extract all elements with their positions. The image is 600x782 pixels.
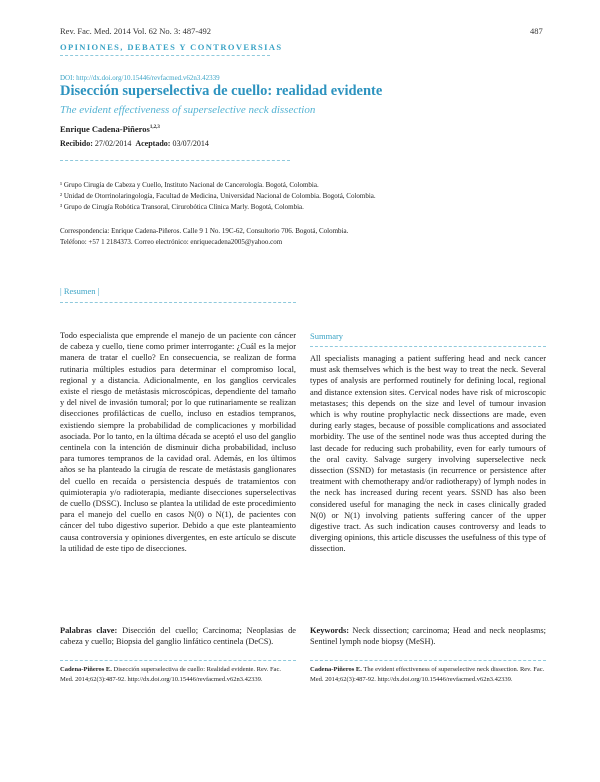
keywords-en (310, 625, 546, 647)
keywords-en-text: Neck dissection; carcinoma; Head and neck neoplasms; Sentinel lymph node biopsy (MeSH). (310, 626, 546, 647)
accepted-date: 03/07/2014 (172, 139, 209, 148)
correspondence-line-1: Correspondencia: Enrique Cadena-Piñeros. Calle 9 1 No. 19C-62, Consultorio 706. Bogotá, Colombia. (60, 227, 349, 235)
affiliation-2: ² Unidad de Otorrinolaringología, Facultad de Medicina, Universidad Nacional de Colombia. Bogotá, Colombia. (60, 192, 376, 200)
keywords-es-text: Disección del cuello; Carcinoma; Neoplasias de cabeza y cuello; Biopsia del ganglio linfático centinela (DeCS). (60, 626, 296, 647)
accepted-label: Aceptado: (135, 139, 171, 148)
resumen-body: Todo especialista que emprende el manejo de un paciente con cáncer de cabeza y cuello, tiene como primer interrogante: ¿Cuál es la mejor manera de tratar el cuello? En consecuencia, se realizan de forma rutinaria múltiples estudios para determinar el compromiso local, regional y a distancia. Adicionalmente, en los ganglios cervicales existe el riesgo de metástasis microscópicas, dependiente del tamaño y del nivel de invasión tumoral; por lo que rutinariamente se realizan disecciones profilácticas de cuello, incluso en estadios tempranos, existiendo siempre la probabilidad de complicaciones y morbilidad asociada. Por lo tanto, en la última década se aceptó el uso del ganglio centinela con la intención de disminuir dicha probabilidad, incluso para tumores tempranos de la cavidad oral. Además, en los últimos años se ha planteado la cirugía de rescate de metástasis ganglionares del cuello en recaída o persistencia después de tratamientos con quimioterapia y/o radioterapia, mediante disecciones superselectivas de cuello (DSSC). Incluso se plantea la utilidad de este procedimiento para el manejo del cuello en casos N(0) o N(1), de pacientes con cáncer del tubo digestivo superior. Debido a que este planteamiento causa controversia y opiniones divergentes, en este artículo se discute la utilidad de este tipo de disecciones. (60, 331, 296, 553)
received-label: Recibido: (60, 139, 93, 148)
section-tag: OPINIONES, DEBATES Y CONTROVERSIAS (60, 42, 283, 52)
summary-body: All specialists managing a patient suffering head and neck cancer must ask themselves which is the best way to treat the neck. Several types of analysis are performed routinely for defining local, regional and distance extension sites. Cervical nodes have risk of microscopic metastases; this depends on the size and level of tumour invasion which is why routine prophylactic neck dissections are made, even during early stages, because of possible complications and associated morbidity. The use of the sentinel node was thus accepted during the last decade for reducing such probability, even for early tumours of the oral cavity. Salvage surgery involving superselective neck dissection (SSND) for metastasis (in recurrence or persistence after treatment with chemotherapy and/or radiotherapy) of lymph nodes in the neck has increased during recent years. SSND has also been considered useful for managing the neck in cases clinically graded N(0) or N(1) involving patients suffering cancer of the upper digestive tract. As such indication causes controversy and leads to diverging opinions, this article discusses the usefulness of this type of dissection. (310, 354, 546, 554)
affiliation-1: ¹ Grupo Cirugía de Cabeza y Cuello, Instituto Nacional de Cancerología. Bogotá, Colombia. (60, 181, 319, 189)
resumen-heading: | Resumen | (60, 286, 100, 296)
doi-link[interactable]: DOI: http://dx.doi.org/10.15446/revfacmed.v62n3.42339 (60, 74, 220, 82)
citation-en-author: Cadena-Piñeros E. (310, 666, 362, 673)
keywords-es (60, 625, 296, 647)
article-dates (60, 139, 209, 148)
journal-reference: Rev. Fac. Med. 2014 Vol. 62 No. 3: 487-492 (60, 26, 211, 36)
keywords-en-label: Keywords: (310, 626, 350, 635)
citation-es-author: Cadena-Piñeros E. (60, 666, 112, 673)
citation-es (60, 665, 296, 685)
author-name: Enrique Cadena-Piñeros (60, 124, 150, 134)
received-date: 27/02/2014 (94, 139, 132, 148)
author-affiliation-sup: 1,2,3 (149, 125, 160, 131)
article-title-es: Disección superselectiva de cuello: realidad evidente (60, 83, 383, 99)
citation-divider-en (310, 660, 546, 661)
page-number: 487 (530, 26, 543, 36)
correspondence-line-2: Teléfono: +57 1 2184373. Correo electrónico: enriquecadena2005@yahoo.com (60, 238, 283, 246)
citation-es-text: Disección superselectiva de cuello: Realidad evidente. Rev. Fac. Med. 2014;62(3):487-92. http://dx.doi.org/10.15446/revfacmed.v62n3.42339. (60, 666, 281, 683)
citation-divider-es (60, 660, 296, 661)
author (60, 124, 160, 134)
citation-en-text: The evident effectiveness of superselective neck dissection. Rev. Fac. Med. 2014;62(3):487-92. http://dx.doi.org/10.15446/revfacmed.v62n3.42339. (310, 666, 545, 683)
keywords-es-label: Palabras clave: (60, 626, 118, 635)
summary-divider (310, 346, 546, 347)
affiliation-3: ³ Grupo de Cirugía Robótica Transoral, Cirurobótica Clínica Marly. Bogotá, Colombia. (60, 203, 304, 211)
article-title-en: The evident effectiveness of superselective neck dissection (60, 104, 316, 116)
section-divider (60, 55, 270, 56)
header-divider (60, 160, 290, 161)
summary-heading: Summary (310, 331, 344, 341)
citation-en (310, 665, 546, 685)
resumen-divider (60, 302, 296, 303)
